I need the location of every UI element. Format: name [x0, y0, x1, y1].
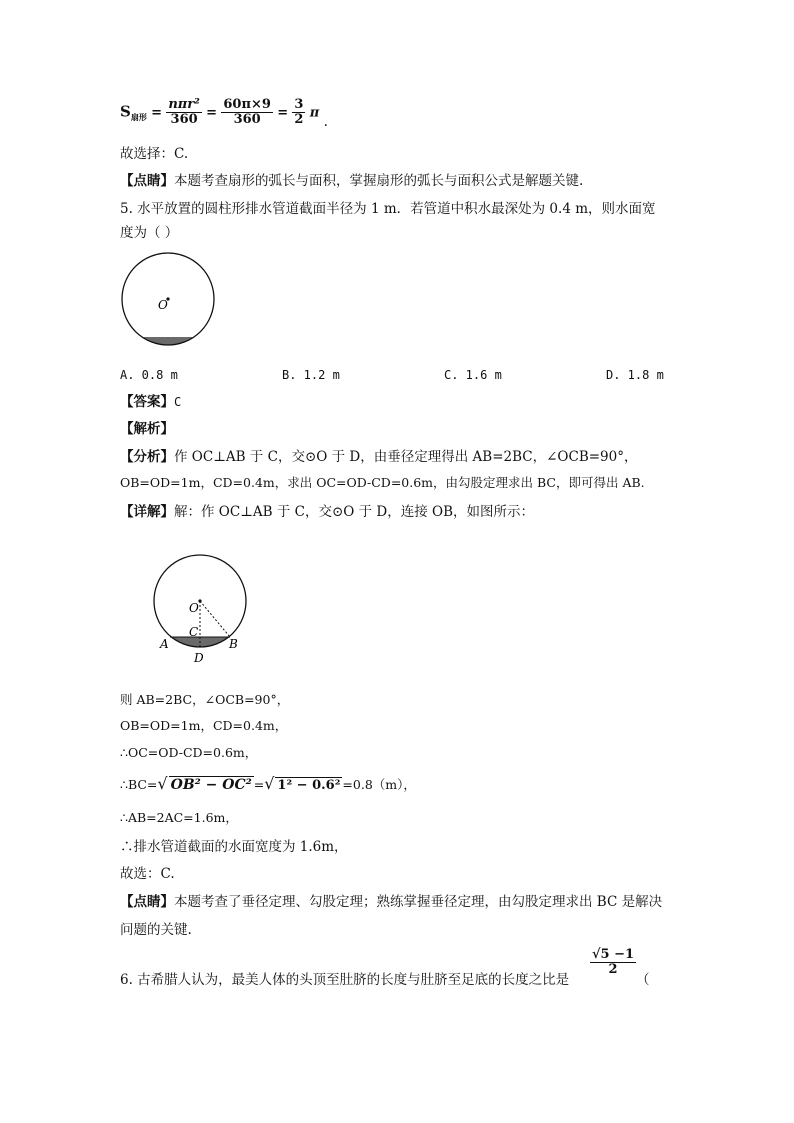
- q5-stem-line1: 5. 水平放置的圆柱形排水管道截面半径为 1 m．若管道中积水最深处为 0.4 m，则水面宽: [120, 201, 656, 217]
- jiexi-tag: 【解析】: [120, 421, 174, 437]
- formula-frac-2: $\frac{60\pi\times 9}{360}$: [223, 97, 271, 128]
- figure2-label-a: A: [160, 637, 169, 651]
- formula-frac-1: $\frac{\text{nπr²}}{360}$: [168, 97, 200, 128]
- option-c: C. 1.6 m: [444, 368, 502, 382]
- option-a: A. 0.8 m: [120, 368, 178, 382]
- formula-lhs-sub: 扇形: [130, 111, 147, 122]
- sqrt-expr-1: OB² − OC²: [170, 777, 252, 793]
- figure2-label-d: D: [194, 651, 204, 665]
- fenxi-line2: OB=OD=1m，CD=0.4m，求出 OC=OD-CD=0.6m，由勾股定理求出 BC，即可得出 AB.: [120, 475, 645, 490]
- prev-dianjing: 【点睛】本题考查扇形的弧长与面积，掌握扇形的弧长与面积公式是解题关键.: [120, 173, 584, 189]
- answer-line: 【答案】C: [120, 394, 182, 410]
- step-4: ∴BC=√ OB² − OC² =√ 1² − 0.6² =0.8（m），: [120, 774, 416, 793]
- formula-period: .: [323, 114, 328, 131]
- q5-stem-line2: 度为（ ）: [120, 225, 179, 241]
- step-5: ∴AB=2AC=1.6m，: [120, 810, 238, 825]
- sqrt-expr-2: 1² − 0.6²: [277, 778, 341, 793]
- formula-lhs: S: [120, 102, 131, 121]
- pipe-figure-2: [152, 552, 256, 666]
- figure2-label-c: C: [189, 625, 199, 639]
- q6-stem: 6. 古希腊人认为，最美人体的头顶至肚脐的长度与肚脐至足底的长度之比是: [120, 972, 570, 988]
- option-b: B. 1.2 m: [282, 368, 340, 382]
- fenxi-line1: 【分析】作 OC⊥AB 于 C，交⊙O 于 D，由垂径定理得出 AB=2BC，∠OCB=90°，: [120, 449, 638, 465]
- formula-tail: π: [309, 105, 320, 121]
- step-7: 故选：C.: [120, 866, 175, 882]
- figure1-center-label: O: [158, 298, 168, 312]
- figure2-label-o: O: [189, 601, 199, 615]
- formula-frac-3: $\frac{3}{2}$: [294, 97, 304, 128]
- step-3: ∴OC=OD-CD=0.6m，: [120, 745, 258, 760]
- xiangjie-line1: 【详解】解：作 OC⊥AB 于 C，交⊙O 于 D，连接 OB，如图所示：: [120, 504, 535, 520]
- dianjing-line2: 问题的关键.: [120, 922, 192, 938]
- prev-choose: 故选择：C.: [120, 146, 189, 162]
- step-6: ∴排水管道截面的水面宽度为 1.6m，: [120, 839, 348, 855]
- dianjing-line1: 【点睛】本题考查了垂径定理、勾股定理；熟练掌握垂径定理，由勾股定理求出 BC 是解决: [120, 894, 663, 910]
- step-1: 则 AB=2BC，∠OCB=90°，: [120, 692, 290, 707]
- step-2: OB=OD=1m，CD=0.4m，: [120, 718, 288, 733]
- q6-paren: （: [636, 972, 650, 988]
- pipe-figure-1: [118, 251, 220, 349]
- option-d: D. 1.8 m: [606, 368, 664, 382]
- sector-area-formula: $S_{扇形}$ = $\frac{\text{nπr²}}{360}$ = $\frac{60\pi\times 9}{360}$ = $\frac{3}{2}$ π .: [120, 97, 328, 131]
- figure2-label-b: B: [229, 637, 238, 651]
- q6-golden-ratio-frac: $\frac{√5 -1}{2}$: [592, 947, 635, 978]
